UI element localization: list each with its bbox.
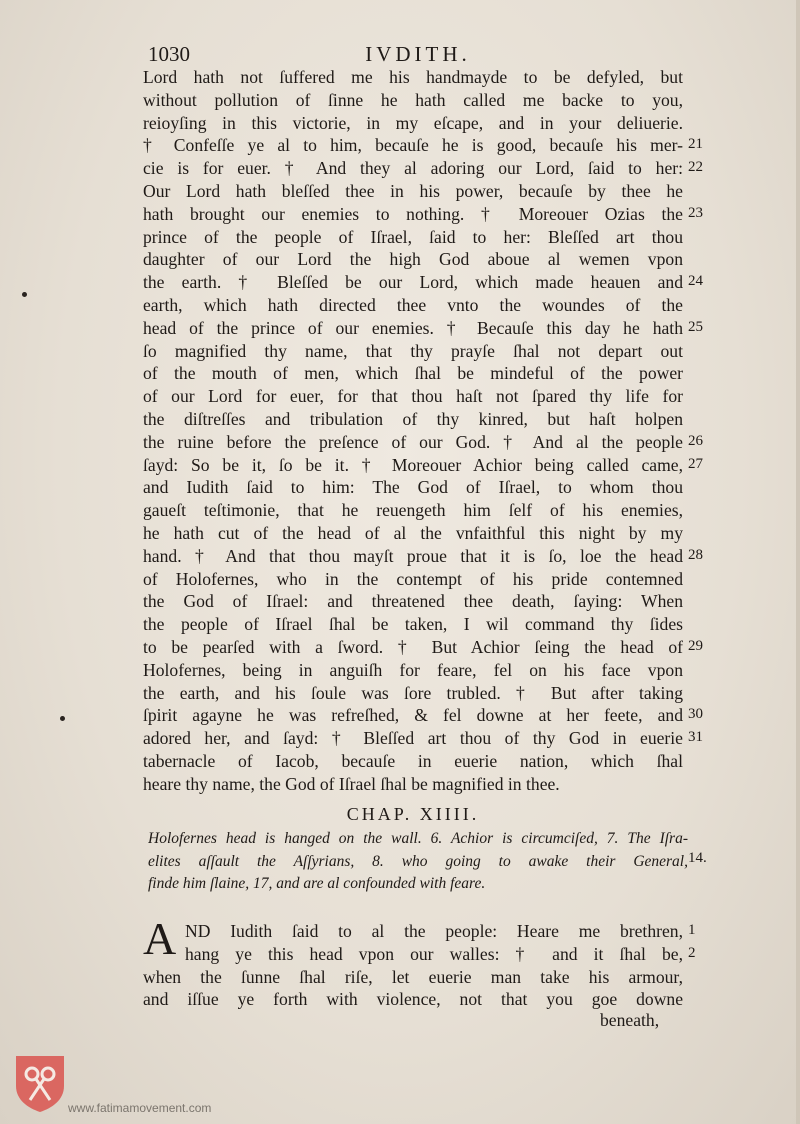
opening-line: hang ye this head vpon our walles: † and it ſhal be, bbox=[185, 943, 683, 964]
text-line: hand. † And that thou mayſt proue that it is ſo, loe the head bbox=[143, 545, 683, 566]
text-line: cie is for euer. † And they al adoring our Lord, ſaid to her: bbox=[143, 158, 683, 179]
text-line: Holofernes, being in anguiſh for feare, fel on his face vpon bbox=[143, 659, 683, 680]
drop-cap: A bbox=[143, 913, 177, 964]
verse-number: 1 bbox=[688, 922, 696, 938]
text-line: of our Lord for euer, for that thou haſt not ſpared thy life for bbox=[143, 386, 683, 407]
verse-number: 29 bbox=[688, 638, 703, 654]
text-line: and Iudith ſaid to him: The God of Iſrael, to whom thou bbox=[143, 477, 683, 498]
website-watermark: www.fatimamovement.com bbox=[68, 1101, 212, 1115]
summary-line: Holofernes head is hanged on the wall. 6. Achior is circumciſed, 7. The Iſra- bbox=[148, 830, 688, 847]
verse-number: 26 bbox=[688, 432, 703, 449]
chapter-opening bbox=[143, 913, 683, 1011]
chapter-text bbox=[143, 66, 683, 796]
page-number: 1030 bbox=[148, 42, 190, 66]
page-title: IVDITH. bbox=[365, 42, 471, 66]
text-line: head of the prince of our enemies. † Becauſe this day he hath bbox=[143, 317, 683, 338]
summary-number: 14. bbox=[688, 850, 707, 866]
verse-number: 23 bbox=[688, 204, 703, 221]
text-line: the people of Iſrael ſhal be taken, I wil command thy ſides bbox=[143, 614, 683, 635]
page-edge bbox=[796, 0, 800, 1124]
text-line: † Confeſſe ye al to him, becauſe he is good, becauſe his mer- bbox=[143, 135, 683, 156]
opening-line: ND Iudith ſaid to al the people: Heare me brethren, bbox=[185, 921, 683, 941]
text-line: without pollution of ſinne he hath called me backe to you, bbox=[143, 89, 683, 110]
text-line: reioyſing in this victorie, in my eſcape, and in your deliuerie. bbox=[143, 112, 683, 133]
text-line: Lord hath not ſuffered me his handmayde to be defyled, but bbox=[143, 67, 683, 87]
text-line: the God of Iſrael: and threatened thee death, ſaying: When bbox=[143, 591, 683, 612]
text-line: earth, which hath directed thee vnto the woundes of the bbox=[143, 294, 683, 315]
verse-number: 22 bbox=[688, 159, 703, 176]
verse-number: 24 bbox=[688, 273, 703, 290]
text-line: the diſtreſſes and tribulation of thy kinred, but haſt holpen bbox=[143, 408, 683, 429]
verse-number: 21 bbox=[688, 136, 703, 153]
text-line: of Holofernes, who in the contempt of his pride contemned bbox=[143, 568, 683, 589]
text-line: the earth, and his ſoule was ſore trubled. † But after taking bbox=[143, 682, 683, 703]
text-line: the ruine before the preſence of our God. † And al the people bbox=[143, 431, 683, 452]
text-line: gaueſt teſtimonie, that he reuengeth him ſelf of his enemies, bbox=[143, 500, 683, 521]
text-line: he hath cut of the head of al the vnfaithful this night by my bbox=[143, 522, 683, 543]
chapter-summary bbox=[148, 828, 688, 896]
verse-number: 30 bbox=[688, 706, 703, 723]
text-line: prince of the people of Iſrael, ſaid to her: Bleſſed art thou bbox=[143, 226, 683, 247]
text-line: daughter of our Lord the high God aboue al wemen vpon bbox=[143, 249, 683, 270]
margin-mark bbox=[22, 292, 27, 297]
text-line: heare thy name, the God of Iſrael ſhal be magnified in thee. bbox=[143, 773, 560, 794]
text-line: ſayd: So be it, ſo be it. † Moreouer Achior being called came, bbox=[143, 454, 683, 475]
verse-number: 25 bbox=[688, 318, 703, 335]
opening-line: and iſſue ye forth with violence, not that you goe downe bbox=[143, 989, 683, 1010]
summary-line: elites aſſault the Aſſyrians, 8. who going to awake their General, bbox=[148, 852, 688, 870]
text-line: of the mouth of men, which ſhal be mindeful of the power bbox=[143, 363, 683, 384]
verse-number: 2 bbox=[688, 944, 696, 961]
text-line: ſpirit agayne he was refreſhed, & fel downe at her feete, and bbox=[143, 705, 683, 726]
text-line: ſo magnified thy name, that thy prayſe ſhal not depart out bbox=[143, 340, 683, 361]
summary-line: finde him ſlaine, 17, and are al confounded with feare. bbox=[148, 875, 486, 892]
text-line: Our Lord hath bleſſed thee in his power, becauſe by thee he bbox=[143, 180, 683, 201]
opening-line: when the ſunne ſhal riſe, let euerie man take his armour, bbox=[143, 966, 683, 987]
text-line: to be pearſed with a ſword. † But Achior ſeing the head of bbox=[143, 636, 683, 657]
verse-number: 27 bbox=[688, 455, 703, 472]
chapter-heading: CHAP. XIIII. bbox=[346, 804, 480, 824]
running-head bbox=[148, 42, 688, 66]
verse-number: 28 bbox=[688, 546, 703, 563]
text-line: adored her, and ſayd: † Bleſſed art thou of thy God in euerie bbox=[143, 728, 683, 749]
catchword: beneath, bbox=[600, 1010, 660, 1030]
text-line: the earth. † Bleſſed be our Lord, which made heauen and bbox=[143, 272, 683, 293]
text-line: tabernacle of Iacob, becauſe in euerie nation, which ſhal bbox=[143, 750, 683, 771]
text-line: hath brought our enemies to nothing. † Moreouer Ozias the bbox=[143, 203, 683, 224]
papal-keys-emblem-icon bbox=[12, 1052, 68, 1114]
margin-mark bbox=[60, 716, 65, 721]
verse-number: 31 bbox=[688, 729, 703, 746]
